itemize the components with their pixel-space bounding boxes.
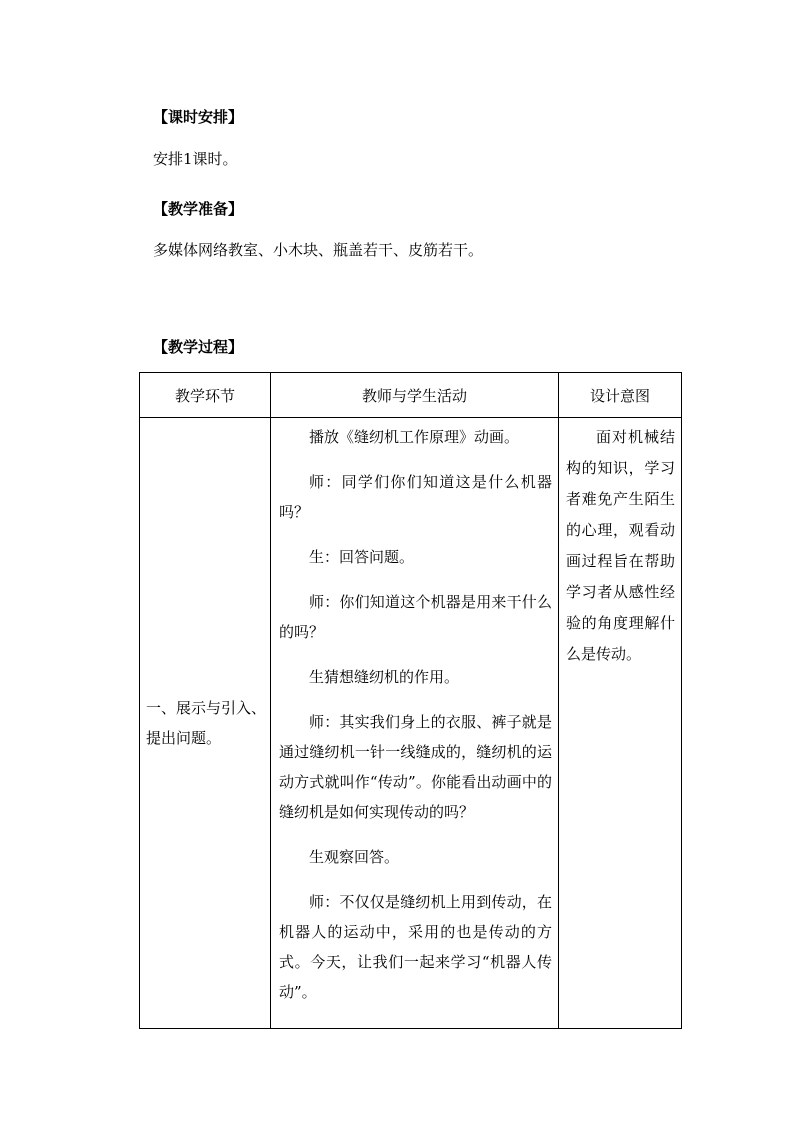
preparation-text: 多媒体网络教室、小木块、瓶盖若干、皮筋若干。 xyxy=(153,241,484,259)
schedule-text: 安排1课时。 xyxy=(153,150,238,168)
stage-text: 一、展示与引入、提出问题。 xyxy=(146,699,267,747)
activity-item: 师：其实我们身上的衣服、裤子就是通过缝纫机一针一线缝成的，缝纫机的运动方式就叫作“传动”。你能看出动画中的缝纫机是如何实现传动的吗？ xyxy=(279,713,552,821)
schedule-heading: 【课时安排】 xyxy=(153,108,244,126)
header-intent: 设计意图 xyxy=(559,373,682,418)
table-row xyxy=(140,418,682,1029)
lesson-process-table xyxy=(139,372,682,1029)
activity-item: 师：你们知道这个机器是用来干什么的吗？ xyxy=(279,593,552,641)
intent-text: 面对机械结构的知识，学习者难免产生陌生的心理，观看动画过程旨在帮助学习者从感性经验的角度理解什么是传动。 xyxy=(566,428,675,663)
activity-cell xyxy=(271,418,559,1029)
process-heading: 【教学过程】 xyxy=(153,338,244,356)
activity-item: 生猜想缝纫机的作用。 xyxy=(309,668,460,686)
activity-item: 师：同学们你们知道这是什么机器吗？ xyxy=(279,473,552,521)
header-stage: 教学环节 xyxy=(140,373,271,418)
activity-item: 播放《缝纫机工作原理》动画。 xyxy=(309,428,520,446)
preparation-heading: 【教学准备】 xyxy=(153,200,244,218)
activity-item: 师：不仅仅是缝纫机上用到传动，在机器人的运动中，采用的也是传动的方式。今天，让我们一起来学习“机器人传动”。 xyxy=(279,893,552,1001)
activity-item: 生：回答问题。 xyxy=(309,548,415,566)
table-header-row xyxy=(140,373,682,418)
header-activity: 教师与学生活动 xyxy=(271,373,559,418)
stage-cell xyxy=(140,418,271,1029)
activity-item: 生观察回答。 xyxy=(309,848,400,866)
intent-cell xyxy=(559,418,682,1029)
